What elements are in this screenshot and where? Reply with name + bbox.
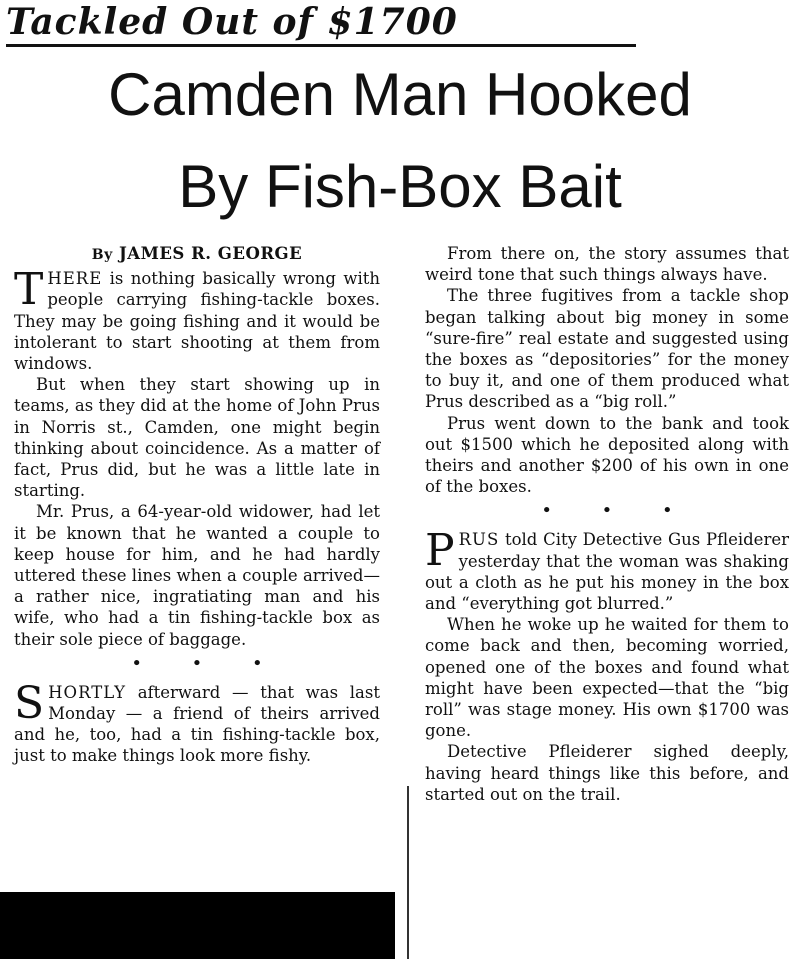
paragraph-text: afterward — that was last Monday — a friend of theirs arrived and he, too, had a tin fishing-tackle box, just to make things look more fishy.: [14, 682, 380, 766]
lead-word: RUS: [458, 530, 500, 550]
kicker-headline: Tackled Out of $1700: [6, 0, 636, 47]
redaction-block: [0, 892, 395, 959]
lead-word: HERE: [47, 269, 103, 289]
paragraph-text: told City Detective Gus Pfleiderer yesterday that the woman was shaking out a cloth as he put his money in the box and “everything got blurred.”: [425, 530, 789, 614]
paragraph-prus: [425, 525, 789, 614]
headline-line-2: By Fish-Box Bait: [178, 153, 622, 220]
paragraph-shortly: [14, 677, 380, 767]
paragraph: Detective Pfleiderer sighed deeply, having heard things like this before, and started out on the trail.: [425, 742, 789, 804]
byline-prefix: By: [91, 247, 113, 263]
drop-cap: S: [14, 677, 45, 729]
paragraph: The three fugitives from a tackle shop began talking about big money in some “sure-fire” real estate and suggested using the boxes as “depositories” for the money to buy it, and one of them produced what Prus described as a “big roll.”: [425, 286, 789, 412]
lead-word: HORTLY: [48, 682, 127, 702]
paragraph: Prus went down to the bank and took out $1500 which he deposited along with theirs and another $200 of his own in one of the boxes.: [425, 413, 789, 497]
paragraph: From there on, the story assumes that weird tone that such things always have.: [425, 244, 789, 285]
paragraph-intro: [14, 264, 380, 374]
headline-line-1: Camden Man Hooked: [108, 61, 692, 128]
drop-cap: P: [425, 525, 455, 577]
byline: [14, 243, 380, 266]
section-break-dots: • • •: [131, 652, 285, 674]
byline-author: JAMES R. GEORGE: [118, 244, 303, 263]
paragraph: Mr. Prus, a 64-year-old widower, had let it be known that he wanted a couple to keep house for him, and he had hardly uttered these lines when a couple arrived—a rather nice, ingratiating man and his wife, who had a tin fishing-tackle box as their sole piece of baggage.: [14, 502, 380, 649]
drop-cap: T: [14, 264, 44, 316]
article-column-left: [14, 243, 380, 767]
column-rule: [407, 786, 409, 959]
paragraph: But when they start showing up in teams, as they did at the home of John Prus in Norris st., Camden, one might begin thinking about coincidence. As a matter of fact, Prus did, but he was a little late in starting.: [14, 375, 380, 501]
article-column-right: [425, 243, 789, 805]
paragraph-text: is nothing basically wrong with people carrying fishing-tackle boxes. They may be going fishing and it would be intolerant to start shooting at them from windows.: [14, 269, 380, 374]
section-break-dots: • • •: [541, 500, 695, 522]
paragraph: When he woke up he waited for them to come back and then, becoming worried, opened one of the boxes and found what might have been expected—that the “big roll” was stage money. His own $1700 was gone.: [425, 615, 789, 741]
